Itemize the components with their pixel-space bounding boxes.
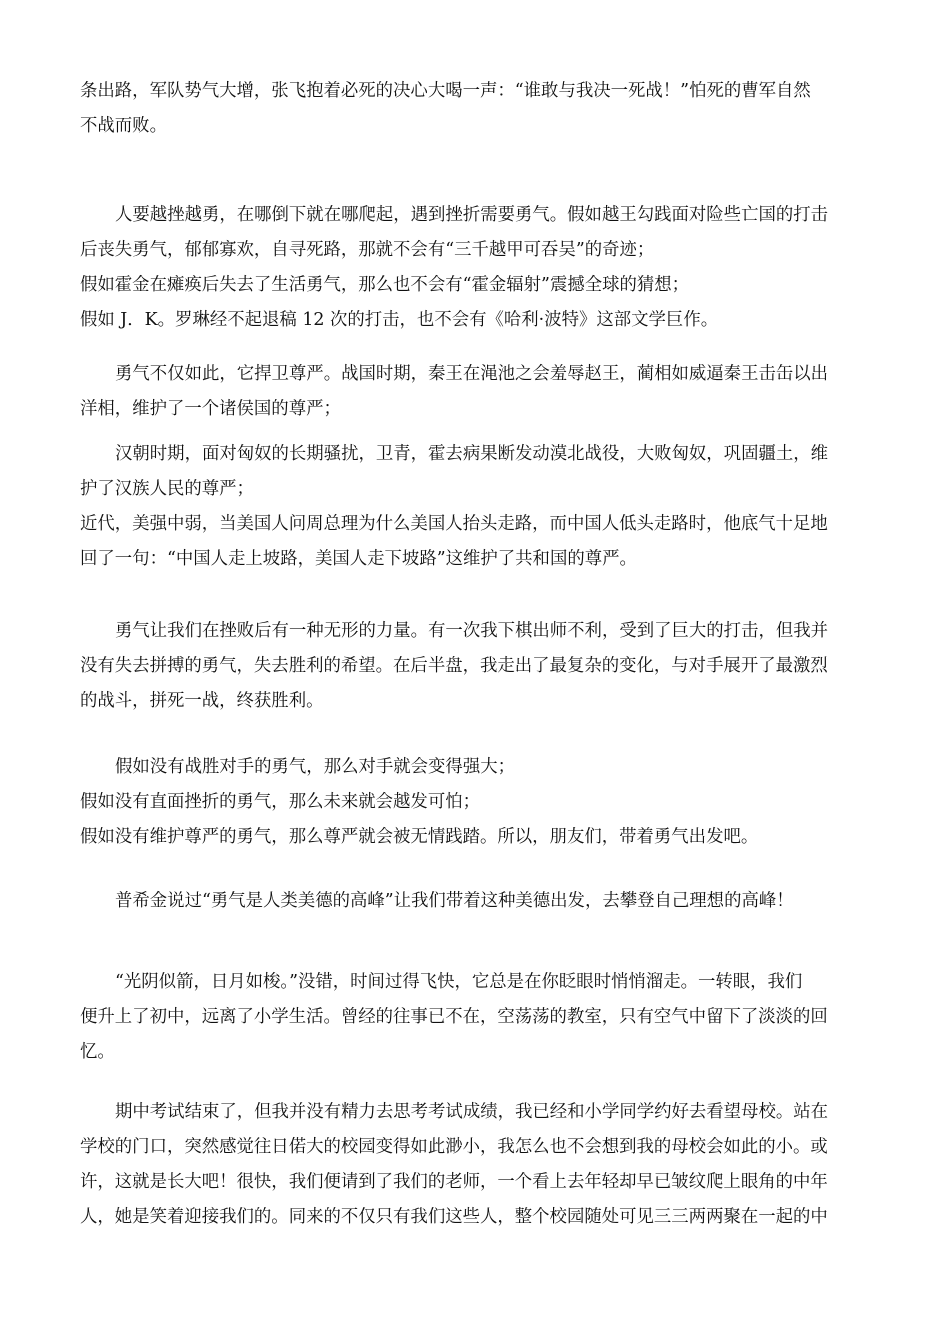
text-line: 期中考试结束了，但我并没有精力去思考考试成绩，我已经和小学同学约好去看望母校。站在 <box>115 1102 829 1122</box>
text-line: 便升上了初中，远离了小学生活。曾经的往事已不在，空荡荡的教室，只有空气中留下了淡淡的回 <box>80 1007 828 1027</box>
text-line: 人，她是笑着迎接我们的。同来的不仅只有我们这些人，整个校园随处可见三三两两聚在一起的中 <box>80 1207 828 1227</box>
paragraph-zhangfei <box>80 74 870 144</box>
text-line: 洋相，维护了一个诸侯国的尊严； <box>80 399 341 419</box>
text-line: “光阴似箭，日月如梭。”没错，时间过得飞快，它总是在你眨眼时悄悄溜走。一转眼，我们 <box>115 972 803 992</box>
text-line: 假如没有战胜对手的勇气，那么对手就会变得强大； <box>115 757 515 777</box>
text-line: 回了一句：“中国人走上坡路，美国人走下坡路”这维护了共和国的尊严。 <box>80 549 637 569</box>
text-line: 条出路，军队势气大增，张飞抱着必死的决心大喝一声：“谁敢与我决一死战！”怕死的曹军自然 <box>80 81 811 101</box>
paragraph-if-no-courage <box>80 750 870 855</box>
text-line: 假如没有直面挫折的勇气，那么未来就会越发可怕； <box>80 792 480 812</box>
paragraph-time-flies <box>80 965 870 1070</box>
text-line: 许，这就是长大吧！很快，我们便请到了我们的老师，一个看上去年轻却早已皱纹爬上眼角的中年 <box>80 1172 828 1192</box>
text-line: 假如霍金在瘫痪后失去了生活勇气，那么也不会有“霍金辐射”震撼全球的猜想； <box>80 275 690 295</box>
text-line: 勇气让我们在挫败后有一种无形的力量。有一次我下棋出师不利，受到了巨大的打击，但我并 <box>115 621 829 641</box>
text-line: 后丧失勇气，郁郁寡欢，自寻死路，那就不会有“三千越甲可吞吴”的奇迹； <box>80 240 655 260</box>
paragraph-midterm-visit <box>80 1095 870 1235</box>
paragraph-setbacks <box>80 198 870 338</box>
text-line: 护了汉族人民的尊严； <box>80 479 254 499</box>
text-line: 忆。 <box>80 1042 115 1062</box>
paragraph-pushkin <box>80 884 870 919</box>
text-line: 汉朝时期，面对匈奴的长期骚扰，卫青，霍去病果断发动漠北战役，大败匈奴，巩固疆土，维 <box>115 444 829 464</box>
paragraph-dignity-warring-states <box>80 357 870 427</box>
text-line: 假如没有维护尊严的勇气，那么尊严就会被无情践踏。所以，朋友们，带着勇气出发吧。 <box>80 827 759 847</box>
text-line: 普希金说过“勇气是人类美德的高峰”让我们带着这种美德出发，去攀登自己理想的高峰！ <box>115 891 794 911</box>
paragraph-chess <box>80 614 870 719</box>
text-line: 勇气不仅如此，它捍卫尊严。战国时期，秦王在渑池之会羞辱赵王，蔺相如威逼秦王击缶以出 <box>115 364 829 384</box>
text-line: 人要越挫越勇，在哪倒下就在哪爬起，遇到挫折需要勇气。假如越王勾践面对险些亡国的打击 <box>115 205 829 225</box>
text-line: 近代，美强中弱，当美国人问周总理为什么美国人抬头走路，而中国人低头走路时，他底气十足地 <box>80 514 828 534</box>
text-line: 不战而败。 <box>80 116 167 136</box>
text-line: 假如 J．K。罗琳经不起退稿 12 次的打击，也不会有《哈利·波特》这部文学巨作。 <box>80 310 719 330</box>
text-line: 的战斗，拼死一战，终获胜利。 <box>80 691 324 711</box>
paragraph-dignity-han-modern <box>80 437 870 577</box>
text-line: 学校的门口，突然感觉往日偌大的校园变得如此渺小，我怎么也不会想到我的母校会如此的小。或 <box>80 1137 828 1157</box>
text-line: 没有失去拼搏的勇气，失去胜利的希望。在后半盘，我走出了最复杂的变化，与对手展开了最激烈 <box>80 656 828 676</box>
